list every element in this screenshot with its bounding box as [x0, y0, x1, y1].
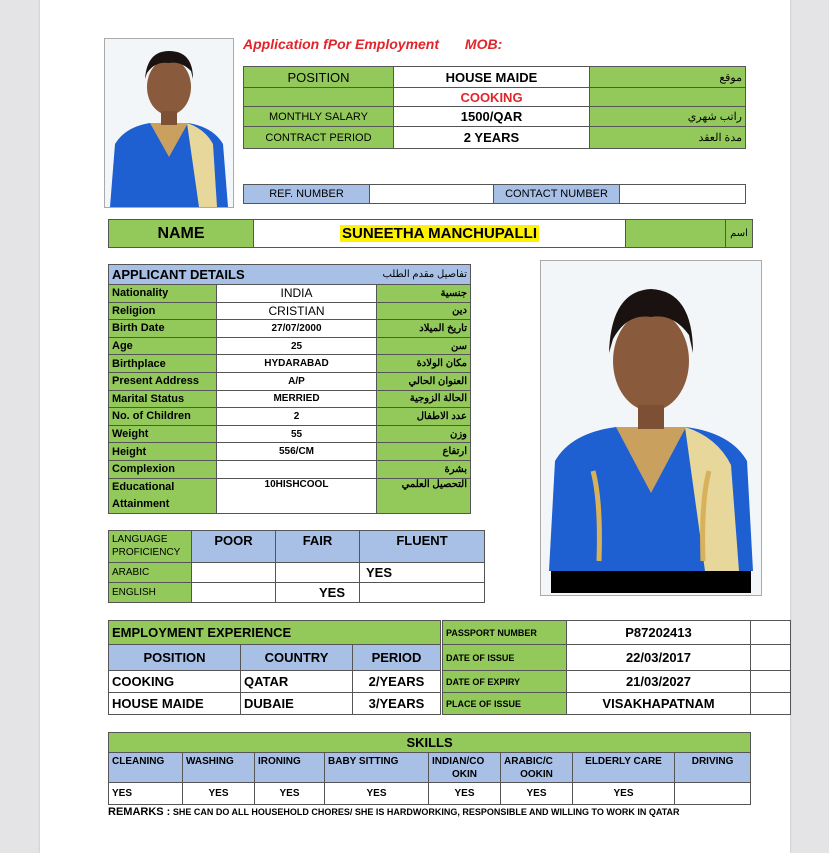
applicant-title: APPLICANT DETAILS [109, 265, 377, 285]
employment-row-2-country: DUBAIE [241, 693, 353, 715]
contact-label: CONTACT NUMBER [494, 185, 620, 204]
remarks-text: SHE CAN DO ALL HOUSEHOLD CHORES/ SHE IS HARDWORKING, RESPONSIBLE AND WILLING TO WORK IN QATAR [172, 807, 680, 817]
employment-row-2-position: HOUSE MAIDE [109, 693, 241, 715]
applicant-row [109, 478, 471, 513]
arabic-poor [192, 563, 276, 583]
passport-row [443, 693, 791, 715]
employment-col-country: COUNTRY [241, 645, 353, 671]
passport-rows [443, 621, 791, 715]
applicant-photo-small [105, 39, 233, 207]
applicant-field-ar: ارتفاع [377, 443, 471, 461]
name-ar: اسم [726, 220, 753, 248]
applicant-row [109, 390, 471, 408]
applicant-row [109, 460, 471, 478]
language-label-1: LANGUAGE [112, 534, 168, 545]
applicant-field-ar: وزن [377, 425, 471, 443]
applicant-table [108, 264, 471, 514]
passport-field-extra [751, 671, 791, 693]
applicant-row [109, 320, 471, 338]
applicant-field-ar: مكان الولادة [377, 355, 471, 373]
applicant-field-label: Marital Status [109, 390, 217, 408]
applicant-row [109, 285, 471, 303]
applicant-field-ar: سن [377, 337, 471, 355]
skill-name [429, 753, 501, 783]
position-ar-blank [590, 88, 746, 107]
skill-name: CLEANING [109, 753, 183, 783]
english-fluent [360, 583, 485, 603]
passport-field-extra [751, 693, 791, 715]
applicant-field-label: Weight [109, 425, 217, 443]
applicant-field-value: INDIA [217, 285, 377, 303]
arabic-fluent: YES [360, 563, 485, 583]
language-col-fluent: FLUENT [360, 531, 485, 563]
skill-name: WASHING [183, 753, 255, 783]
passport-field-value: 22/03/2017 [567, 645, 751, 671]
applicant-field-value: 2 [217, 408, 377, 426]
english-fair: YES [276, 583, 360, 603]
skill-name: DRIVING [675, 753, 751, 783]
application-page [40, 0, 790, 853]
contact-value [620, 185, 746, 204]
applicant-field-label-2: Attainment [112, 497, 170, 510]
passport-field-value: P87202413 [567, 621, 751, 645]
ref-value [370, 185, 494, 204]
passport-row [443, 645, 791, 671]
applicant-field-value: HYDARABAD [217, 355, 377, 373]
skill-value: YES [501, 783, 573, 805]
language-label-2: PROFICIENCY [112, 547, 181, 558]
position-value: HOUSE MAIDE [394, 67, 590, 88]
contract-ar: مدة العقد [590, 127, 746, 149]
position-label-blank [244, 88, 394, 107]
applicant-row [109, 443, 471, 461]
position-ar: موقع [590, 67, 746, 88]
language-table [108, 530, 485, 603]
applicant-field-ar: جنسية [377, 285, 471, 303]
applicant-field-value: 25 [217, 337, 377, 355]
language-col-poor: POOR [192, 531, 276, 563]
skills-title: SKILLS [109, 733, 751, 753]
position-label: POSITION [244, 67, 394, 88]
skill-name-1: INDIAN/CO [432, 756, 485, 767]
language-arabic: ARABIC [109, 563, 192, 583]
employment-row-1-position: COOKING [109, 671, 241, 693]
skill-name: BABY SITTING [325, 753, 429, 783]
applicant-field-label: No. of Children [109, 408, 217, 426]
employment-row-2-period: 3/YEARS [353, 693, 441, 715]
mob-label: MOB: [464, 36, 503, 52]
applicant-field-value: 556/CM [217, 443, 377, 461]
passport-field-label: PASSPORT NUMBER [443, 621, 567, 645]
applicant-field-value: 55 [217, 425, 377, 443]
applicant-field-label: Complexion [109, 460, 217, 478]
applicant-field-label: Birthplace [109, 355, 217, 373]
remarks [108, 806, 680, 818]
applicant-field-label: Age [109, 337, 217, 355]
applicant-field-value: 27/07/2000 [217, 320, 377, 338]
applicant-field-ar: التحصيل العلمي [377, 478, 471, 513]
skill-value: YES [429, 783, 501, 805]
english-poor [192, 583, 276, 603]
passport-field-value: VISAKHAPATNAM [567, 693, 751, 715]
applicant-title-ar: تفاصيل مقدم الطلب [377, 265, 471, 285]
applicant-row [109, 372, 471, 390]
passport-row [443, 621, 791, 645]
name-cell [254, 220, 626, 248]
name-label: NAME [109, 220, 254, 248]
applicant-field-value: 10HISHCOOL [217, 478, 377, 513]
language-col-fair: FAIR [276, 531, 360, 563]
name-table [108, 219, 753, 248]
small-photo [104, 38, 234, 208]
salary-value: 1500/QAR [394, 107, 590, 127]
applicant-field-value: A/P [217, 372, 377, 390]
form-title [243, 36, 502, 52]
skills-table [108, 732, 751, 805]
applicant-field-label [109, 478, 217, 513]
skill-value: YES [183, 783, 255, 805]
employment-col-period: PERIOD [353, 645, 441, 671]
applicant-field-label: Birth Date [109, 320, 217, 338]
passport-table [442, 620, 791, 715]
applicant-field-ar: الحالة الزوجية [377, 390, 471, 408]
ref-label: REF. NUMBER [244, 185, 370, 204]
arabic-fair [276, 563, 360, 583]
applicant-field-label-1: Educational [112, 480, 175, 493]
employment-table [108, 620, 441, 715]
applicant-field-value [217, 460, 377, 478]
skills-head [109, 753, 751, 783]
passport-row [443, 671, 791, 693]
employment-row-1-country: QATAR [241, 671, 353, 693]
contract-label: CONTRACT PERIOD [244, 127, 394, 149]
passport-field-value: 21/03/2027 [567, 671, 751, 693]
applicant-field-ar: دين [377, 302, 471, 320]
skill-name: IRONING [255, 753, 325, 783]
skill-name-1: ARABIC/C [504, 756, 553, 767]
job-table [243, 66, 746, 149]
passport-field-extra [751, 621, 791, 645]
passport-field-extra [751, 645, 791, 671]
skill-name-2: OOKIN [520, 769, 553, 780]
skill-value: YES [325, 783, 429, 805]
skill-value: YES [573, 783, 675, 805]
applicant-field-label: Height [109, 443, 217, 461]
remarks-label: REMARKS : [108, 806, 171, 818]
applicant-field-ar: تاريخ الميلاد [377, 320, 471, 338]
applicant-field-label: Present Address [109, 372, 217, 390]
language-label [109, 531, 192, 563]
name-blank [626, 220, 726, 248]
applicant-row [109, 302, 471, 320]
employment-col-position: POSITION [109, 645, 241, 671]
salary-ar: راتب شهري [590, 107, 746, 127]
applicant-photo-large [541, 261, 761, 595]
large-photo [540, 260, 762, 596]
contract-value: 2 YEARS [394, 127, 590, 149]
skills-values [109, 783, 751, 805]
position-value-2: COOKING [394, 88, 590, 107]
applicant-field-ar: بشرة [377, 460, 471, 478]
applicant-field-label: Religion [109, 302, 217, 320]
skill-name [501, 753, 573, 783]
skill-name: ELDERLY CARE [573, 753, 675, 783]
employment-row-1-period: 2/YEARS [353, 671, 441, 693]
ref-table [243, 184, 746, 204]
skill-value [675, 783, 751, 805]
applicant-rows [109, 285, 471, 514]
name-value: SUNEETHA MANCHUPALLI [342, 224, 537, 242]
passport-field-label: PLACE OF ISSUE [443, 693, 567, 715]
applicant-row [109, 425, 471, 443]
salary-label: MONTHLY SALARY [244, 107, 394, 127]
employment-title: EMPLOYMENT EXPERIENCE [109, 621, 441, 645]
skill-name-2: OKIN [452, 769, 477, 780]
language-english: ENGLISH [109, 583, 192, 603]
skill-value: YES [109, 783, 183, 805]
applicant-field-value: CRISTIAN [217, 302, 377, 320]
title-text: Application fPor Employment [243, 36, 440, 52]
passport-field-label: DATE OF ISSUE [443, 645, 567, 671]
applicant-field-label: Nationality [109, 285, 217, 303]
applicant-row [109, 408, 471, 426]
applicant-row [109, 355, 471, 373]
skill-value: YES [255, 783, 325, 805]
applicant-field-ar: عدد الاطفال [377, 408, 471, 426]
passport-field-label: DATE OF EXPIRY [443, 671, 567, 693]
applicant-row [109, 337, 471, 355]
applicant-field-value: MERRIED [217, 390, 377, 408]
applicant-field-ar: العنوان الحالي [377, 372, 471, 390]
